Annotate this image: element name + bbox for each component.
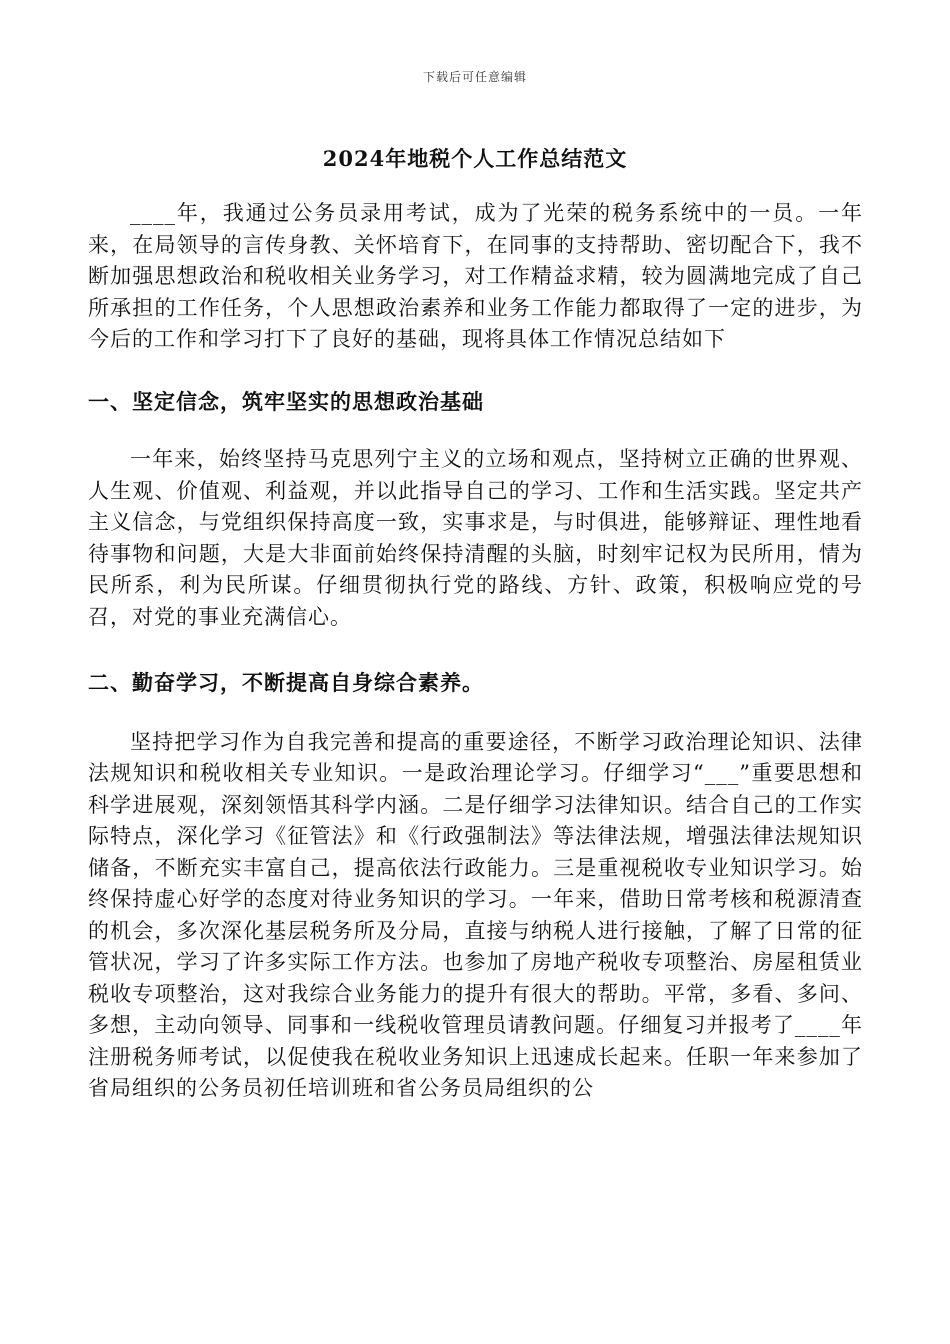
intro-paragraph: ____年，我通过公务员录用考试，成为了光荣的税务系统中的一员。一年来，在局领导的言传身教、关怀培育下，在同事的支持帮助、密切配合下，我不断加强思想政治和税收相关业务学习，对工作精益求精，较为圆满地完成了自己所承担的工作任务，个人思想政治素养和业务工作能力都取得了一定的进步，为今后的工作和学习打下了良好的基础，现将具体工作情况总结如下: [88, 201, 863, 351]
section-heading-2: 二、勤奋学习，不断提高自身综合素养。: [88, 670, 484, 695]
document-body: [88, 198, 863, 1105]
header-note: 下载后可任意编辑: [422, 70, 527, 84]
document-title: 2024年地税个人工作总结范文: [322, 146, 628, 171]
section-body-1: 一年来，始终坚持马克思列宁主义的立场和观点，坚持树立正确的世界观、人生观、价值观、利益观，并以此指导自己的学习、工作和生活实践。坚定共产主义信念，与党组织保持高度一致，实事求是，与时俱进，能够辩证、理性地看待事物和问题，大是大非面前始终保持清醒的头脑，时刻牢记权为民所用，情为民所系，利为民所谋。仔细贯彻执行党的路线、方针、政策，积极响应党的号召，对党的事业充满信心。: [88, 447, 863, 629]
section-heading-1: 一、坚定信念，筑牢坚实的思想政治基础: [88, 388, 484, 414]
section-body-2: 坚持把学习作为自我完善和提高的重要途径，不断学习政治理论知识、法律法规知识和税收相关专业知识。一是政治理论学习。仔细学习“___”重要思想和科学进展观，深刻领悟其科学内涵。二是仔细学习法律知识。结合自己的工作实际特点，深化学习《征管法》和《行政强制法》等法律法规，增强法律法规知识储备，不断充实丰富自己，提高依法行政能力。三是重视税收专业知识学习。始终保持虚心好学的态度对待业务知识的学习。一年来，借助日常考核和税源清查的机会，多次深化基层税务所及分局，直接与纳税人进行接触，了解了日常的征管状况，学习了许多实际工作方法。也参加了房地产税收专项整治、房屋租赁业税收专项整治，这对我综合业务能力的提升有很大的帮助。平常，多看、多问、多想，主动向领导、同事和一线税收管理员请教问题。仔细复习并报考了____年注册税务师考试，以促使我在税收业务知识上迅速成长起来。任职一年来参加了省局组织的公务员初任培训班和省公务员局组织的公: [88, 729, 863, 1100]
